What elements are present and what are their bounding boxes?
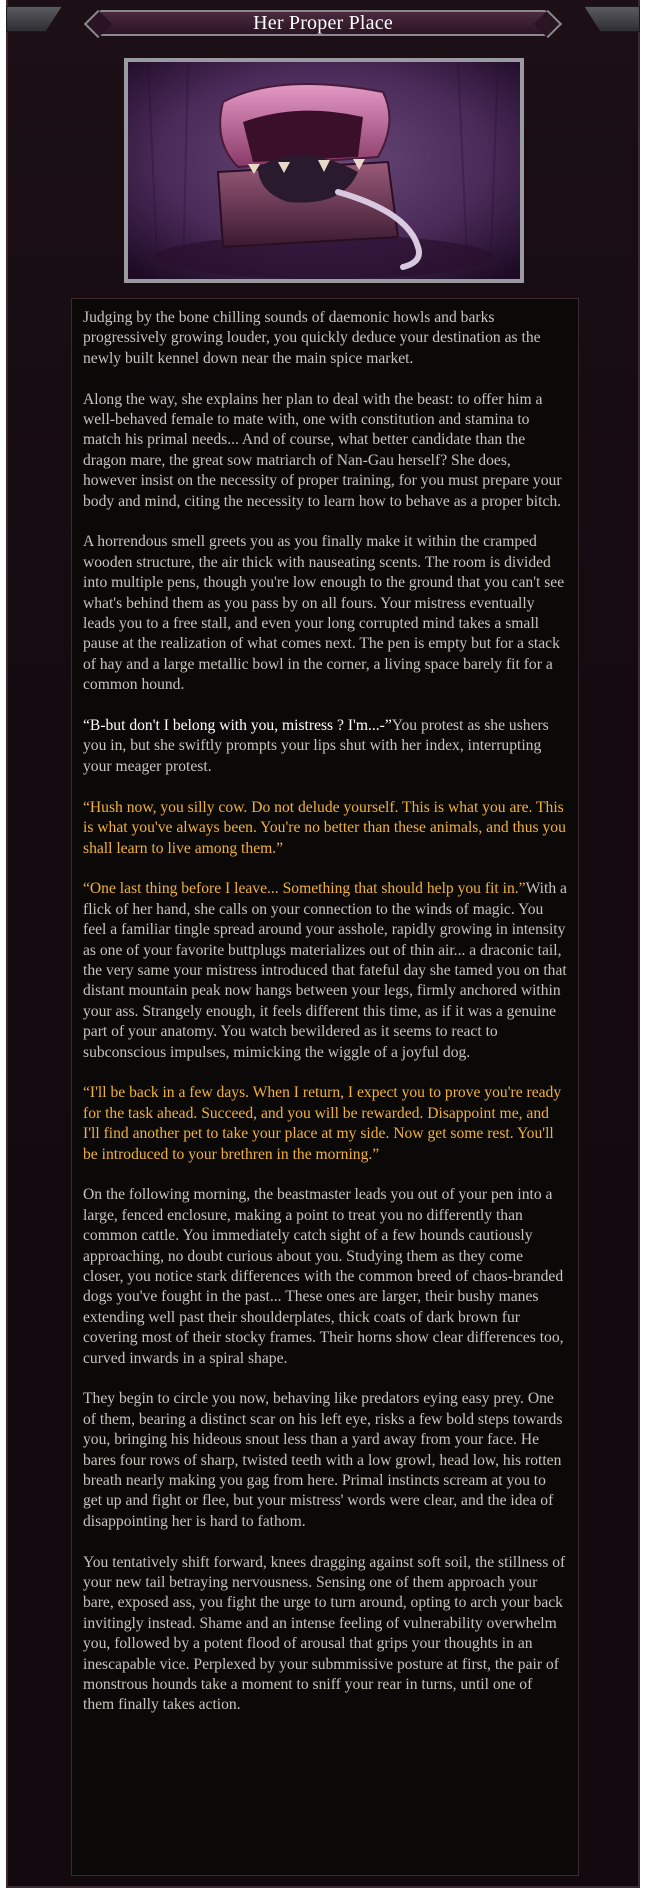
title-bar: [8, 6, 638, 36]
story-paragraph: A horrendous smell greets you as you finally make it within the cramped wooden structure, the air thick with nauseating scents. The room is divided into multiple pens, though you're low enough to the ground that you can't see what's behind them as you pass by on all fours. Your mistress eventually leads you to a free stall, and even your long corrupted mind takes a small pause at the realization of what comes next. The pen is empty but for a stack of hay and a large metallic bowl in the corner, a living space barely fit for a common hound.: [83, 533, 565, 694]
mistress-dialogue: “One last thing before I leave... Something that should help you fit in.”: [83, 880, 526, 898]
mistress-dialogue: “Hush now, you silly cow. Do not delude yourself. This is what you are. This is what you've always been. You're no better than these animals, and thus you shall learn to live among them.”: [83, 798, 566, 857]
corrupted-chest-mimic-image: [128, 62, 520, 279]
mistress-dialogue: “I'll be back in a few days. When I return, I expect you to prove you're ready for the task ahead. Succeed, and you will be rewarded. Disappoint me, and I'll find another pet to take your place at my side. Now get some rest. You'll be introduced to your brethren in the morning.”: [83, 1084, 562, 1163]
story-paragraph: You tentatively shift forward, knees dragging against soft soil, the stillness of your new tail betraying nervousness. Sensing one of them approach your bare, exposed ass, you fight the urge to turn around, opting to arch your back invitingly instead. Shame and an intense feeling of vulnerability overwhelm you, followed by a potent flood of arousal that grips your thoughts in an inescapable vice. Perplexed by your submmissive posture at first, the pair of monstrous hounds take a moment to sniff your rear in turns, until one of them finally takes action.: [83, 1553, 566, 1714]
event-panel: [6, 0, 640, 1888]
story-paragraph: Along the way, she explains her plan to deal with the beast: to offer him a well-behaved female to mate with, one with constitution and stamina to match his primal needs... And of course, what better candidate than the dragon mare, the great sow matriarch of Nan-Gau herself? She does, however insist on the necessity of proper training, for you must prepare your body and mind, citing the necessity to learn how to behave as a proper bitch.: [83, 390, 562, 510]
player-dialogue: “B-but don't I belong with you, mistress ? I'm...-”: [83, 717, 392, 735]
story-paragraph: Judging by the bone chilling sounds of daemonic howls and barks progressively growing louder, you quickly deduce your destination as the newly built kennel down near the main spice market.: [83, 309, 541, 367]
event-illustration: [124, 58, 524, 283]
narration: You protest as she ushers you in, but she swiftly prompts your lips shut with her index, interrupting your meager protest.: [83, 717, 549, 775]
narration: With a flick of her hand, she calls on your connection to the winds of magic. You feel a familiar tingle spread around your asshole, rapidly growing in intensity as one of your favorite buttplugs materializes out of thin air... a draconic tail, the very same your mistress introduced that fateful day she tamed you on that distant mountain peak now hangs between your legs, firmly anchored within your ass. Strangely enough, it feels different this time, as if it was a genuine part of your anatomy. You watch bewildered as it seems to react to subconscious impulses, mimicking the wiggle of a joyful dog.: [83, 880, 567, 1061]
story-paragraph: On the following morning, the beastmaster leads you out of your pen into a large, fenced enclosure, making a point to treat you no differently than common cattle. You immediately catch sight of a few hounds cautiously approaching, no doubt curious about you. Studying them as they come closer, you notice stark differences with the common breed of chaos-branded dogs you've fought in the past... These ones are larger, their bushy manes extending well past their shoulderplates, thick coats of dark brown fur covering most of their stocky frames. Their horns show clear differences too, curved inwards in a spiral shape.: [83, 1186, 564, 1367]
title-plate: [98, 10, 548, 36]
story-paragraph: They begin to circle you now, behaving like predators eying easy prey. One of them, bearing a distinct scar on his left eye, risks a few bold steps towards you, bringing his hideous snout less than a yard away from your face. He bares four rows of sharp, twisted teeth with a low growl, head low, his rotten breath nearly making you gag from here. Primal instincts scream at you to get up and fight or flee, but your mistress' words were clear, and the idea of disappointing her is hard to fathom.: [83, 1390, 563, 1530]
story-text-box: [71, 298, 579, 1876]
event-title: Her Proper Place: [253, 12, 393, 34]
story-paragraph: [83, 716, 567, 777]
story-paragraph: [83, 879, 567, 1063]
left-corner-ornament: [6, 6, 62, 32]
story-paragraph: [83, 1083, 567, 1165]
story-paragraph: [83, 798, 567, 859]
right-corner-ornament: [584, 6, 640, 32]
